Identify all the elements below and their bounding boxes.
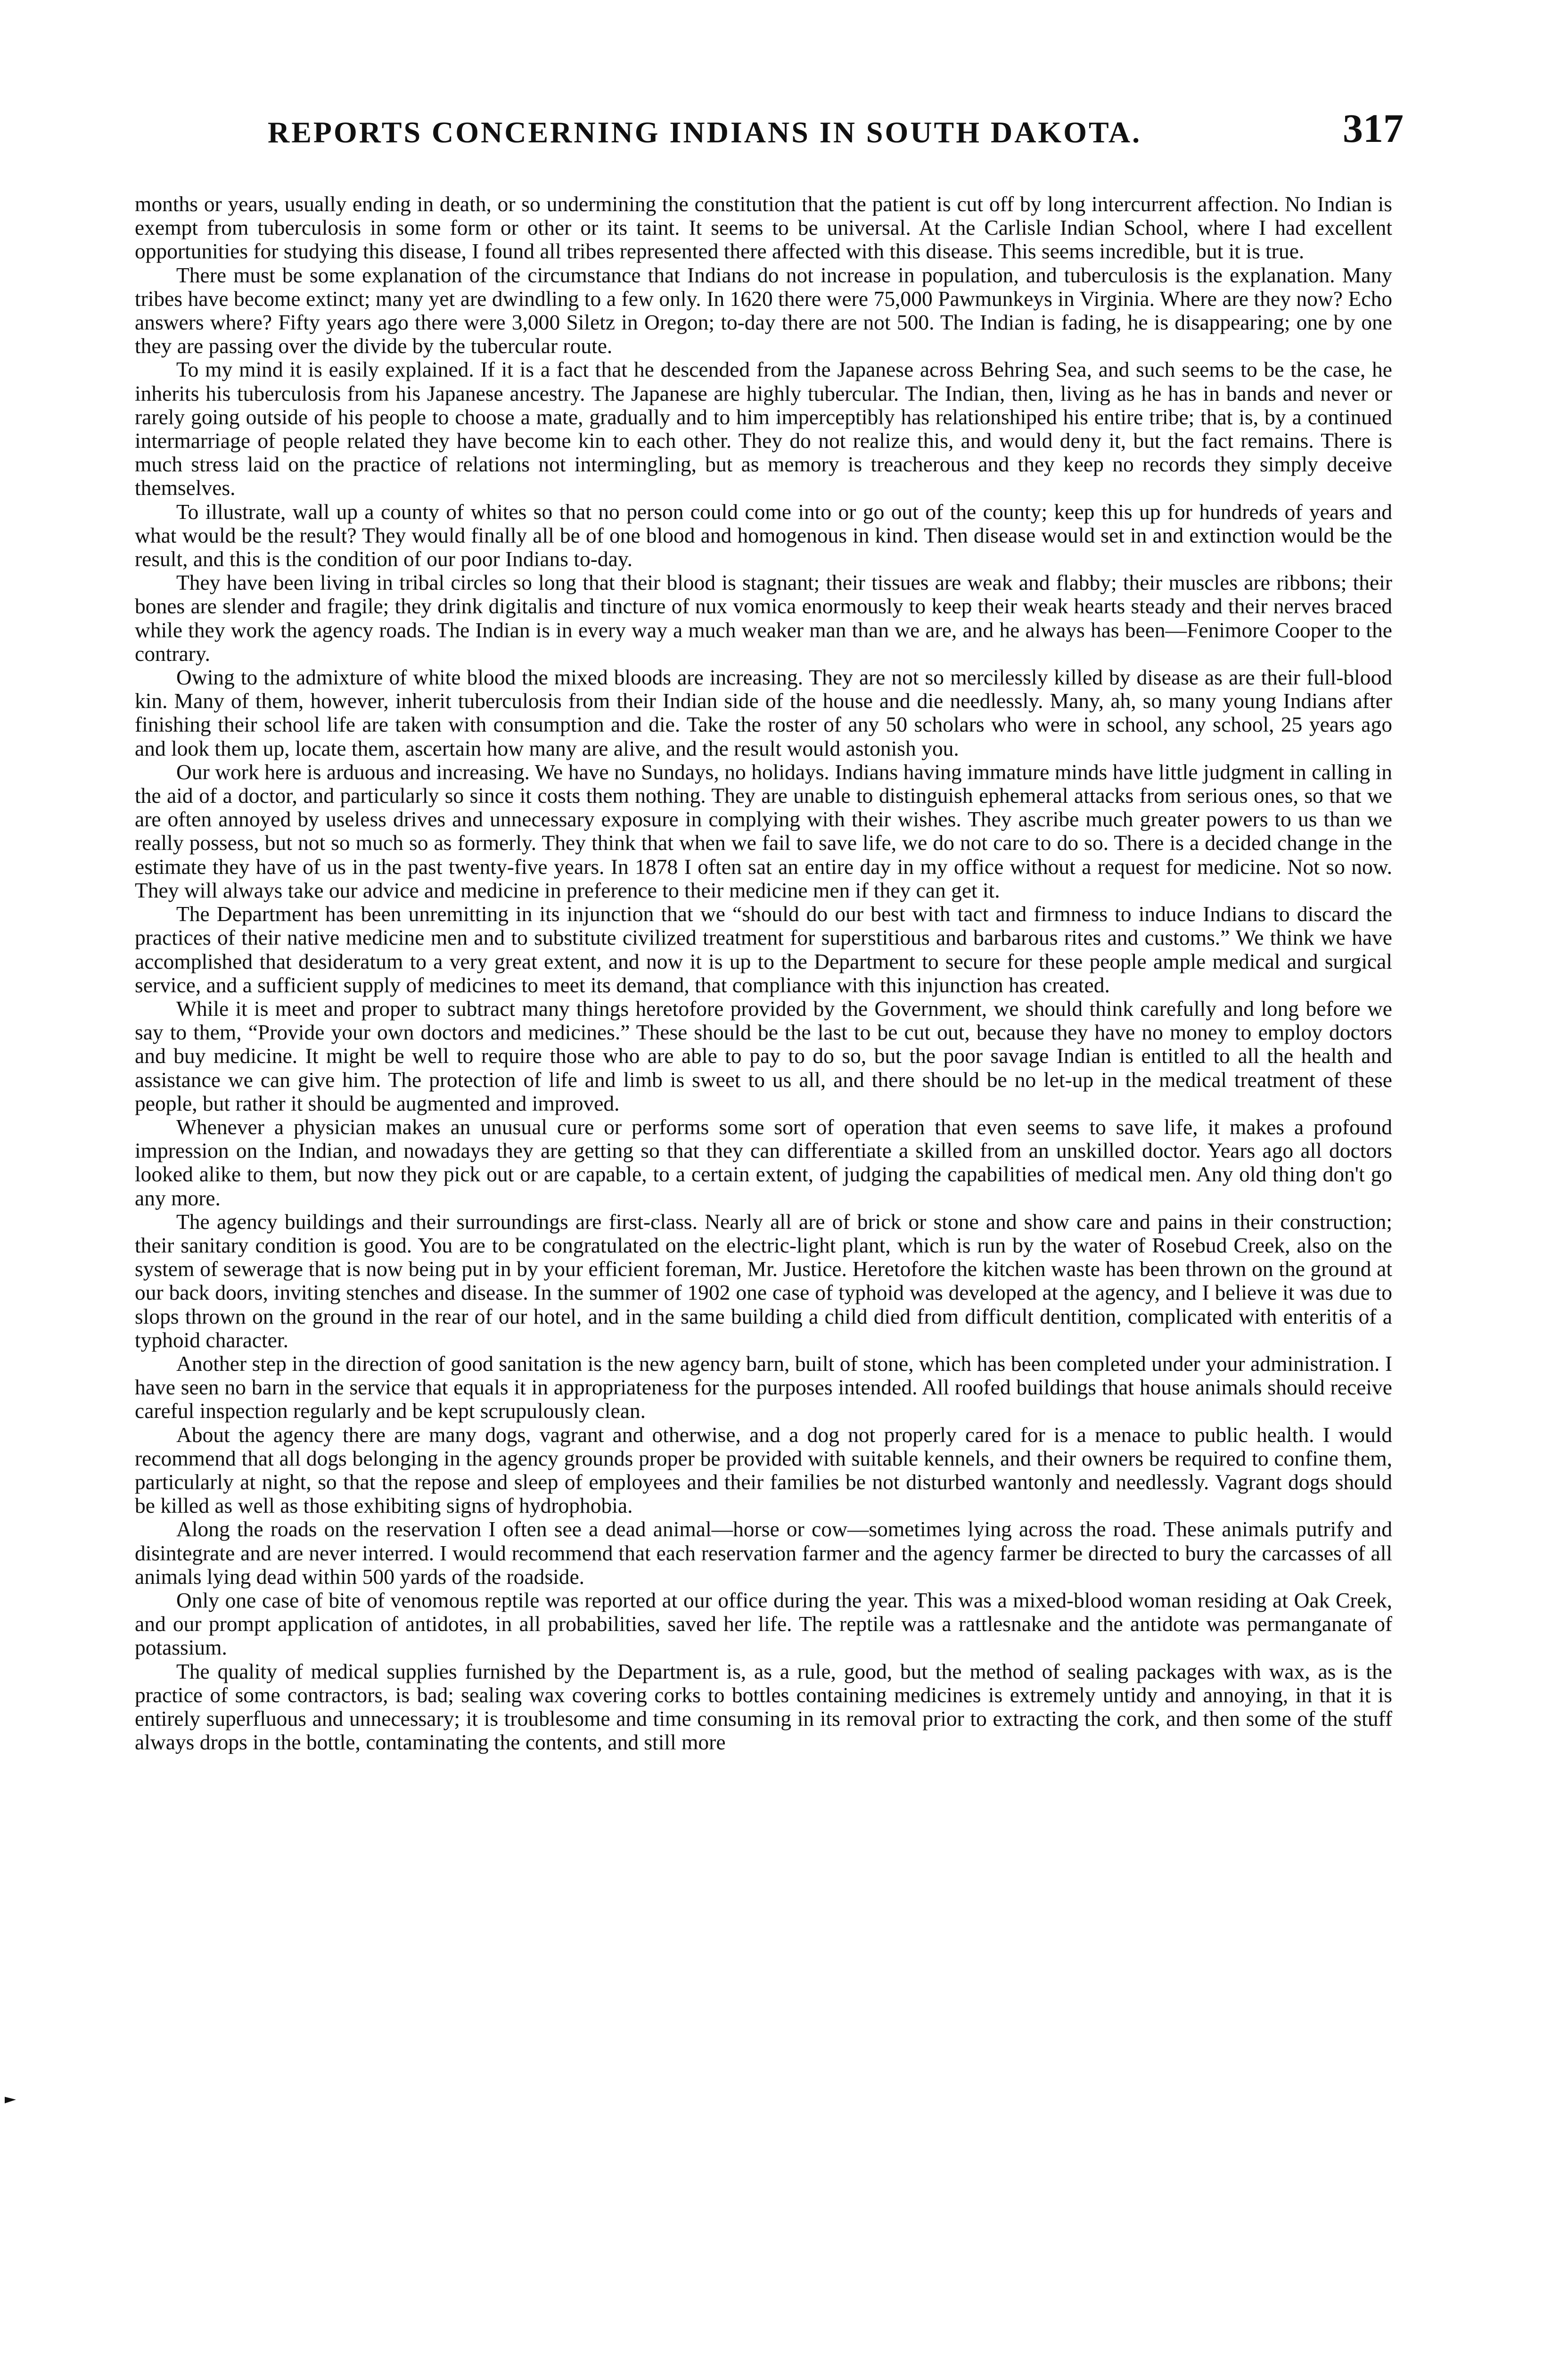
paragraph: Another step in the direction of good sanitation is the new agency barn, built of stone, which has been completed under your administration. I have seen no barn in the service that equals it in appropriateness for the purposes intended. All roofed buildings that house animals should receive careful inspection regularly and be kept scrupulously clean.	[135, 1351, 1392, 1423]
paragraph: Our work here is arduous and increasing. We have no Sundays, no holidays. Indians having immature minds have little judgment in calling in the aid of a doctor, and particularly so since it costs them nothing. They are unable to distinguish ephemeral attacks from serious ones, so that we are often annoyed by useless drives and unnecessary exposure in complying with their wishes. They ascribe much greater powers to us than we really possess, but not so much so as formerly. They think that when we fail to save life, we do not care to do so. There is a decided change in the estimate they have of us in the past twenty-five years. In 1878 I often sat an entire day in my office without a request for medicine. Not so now. They will always take our advice and medicine in preference to their medicine men if they can get it.	[135, 759, 1392, 902]
paragraph: Owing to the admixture of white blood the mixed bloods are increasing. They are not so mercilessly killed by disease as are their full-blood kin. Many of them, however, inherit tuberculosis from their Indian side of the house and die needlessly. Many, ah, so many young Indians after finishing their school life are taken with consumption and die. Take the roster of any 50 scholars who were in school, any school, 25 years ago and look them up, locate them, ascertain how many are alive, and the result would astonish you.	[135, 665, 1392, 760]
page-header	[268, 105, 1404, 161]
paragraph: While it is meet and proper to subtract many things heretofore provided by the Government, we should think carefully and long before we say to them, “Provide your own doctors and medicines.” These should be the last to be cut out, because they have no money to employ doctors and buy medicine. It might be well to require those who are able to pay to do so, but the poor savage Indian is entitled to all the health and assistance we can give him. The protection of life and limb is sweet to us all, and there should be no let-up in the medical treatment of these people, but rather it should be augmented and improved.	[135, 996, 1392, 1115]
paragraph: Only one case of bite of venomous reptile was reported at our office during the year. This was a mixed-blood woman residing at Oak Creek, and our prompt application of antidotes, in all probabilities, saved her life. The reptile was a rattlesnake and the antidote was permanganate of potassium.	[135, 1588, 1392, 1660]
paragraph: Whenever a physician makes an unusual cure or performs some sort of operation that even seems to save life, it makes a profound impression on the Indian, and nowadays they are getting so that they can differentiate a skilled from an unskilled doctor. Years ago all doctors looked alike to them, but now they pick out or are capable, to a certain extent, of judging the capabilities of medical men. Any old thing don't go any more.	[135, 1114, 1392, 1210]
paragraph: About the agency there are many dogs, vagrant and otherwise, and a dog not properly cared for is a menace to public health. I would recommend that all dogs belonging in the agency grounds proper be provided with suitable kennels, and their owners be required to confine them, particularly at night, so that the repose and sleep of employees and their families be not disturbed wantonly and needlessly. Vagrant dogs should be killed as well as those exhibiting signs of hydrophobia.	[135, 1422, 1392, 1518]
page-number: 317	[1343, 106, 1404, 151]
binding-mark-icon	[4, 2093, 22, 2106]
paragraph: They have been living in tribal circles so long that their blood is stagnant; their tissues are weak and flabby; their muscles are ribbons; their bones are slender and fragile; they drink digitalis and tincture of nux vomica enormously to keep their weak hearts steady and their nerves braced while they work the agency roads. The Indian is in every way a much weaker man than we are, and he always has been—Fenimore Cooper to the contrary.	[135, 570, 1392, 666]
paragraph: The quality of medical supplies furnished by the Department is, as a rule, good, but the method of sealing packages with wax, as is the practice of some contractors, is bad; sealing wax covering corks to bottles containing medicines is extremely untidy and annoying, in that it is entirely superfluous and unnecessary; it is troublesome and time consuming in its removal prior to extracting the cork, and then some of the stuff always drops in the bottle, contaminating the contents, and still more	[135, 1659, 1392, 1755]
paragraph: Along the roads on the reservation I often see a dead animal—horse or cow—sometimes lying across the road. These animals putrify and disintegrate and are never interred. I would recommend that each reservation farmer and the agency farmer be directed to bury the carcasses of all animals lying dead within 500 yards of the roadside.	[135, 1517, 1392, 1589]
paragraph: There must be some explanation of the circumstance that Indians do not increase in population, and tuberculosis is the explanation. Many tribes have become extinct; many yet are dwindling to a few only. In 1620 there were 75,000 Pawmunkeys in Virginia. Where are they now? Echo answers where? Fifty years ago there were 3,000 Siletz in Oregon; to-day there are not 500. The Indian is fading, he is disappearing; one by one they are passing over the divide by the tubercular route.	[135, 263, 1392, 358]
paragraph: To illustrate, wall up a county of whites so that no person could come into or go out of the county; keep this up for hundreds of years and what would be the result? They would finally all be of one blood and homogenous in kind. Then disease would set in and extinction would be the result, and this is the condition of our poor Indians to-day.	[135, 499, 1392, 571]
running-head: REPORTS CONCERNING INDIANS IN SOUTH DAKOTA.	[268, 115, 1142, 149]
paragraph: To my mind it is easily explained. If it is a fact that he descended from the Japanese across Behring Sea, and such seems to be the case, he inherits his tuberculosis from his Japanese ancestry. The Japanese are highly tubercular. The Indian, then, living as he has in bands and never or rarely going outside of his people to choose a mate, gradually and to him imperceptibly has relationshiped his entire tribe; that is, by a continued intermarriage of people related they have become kin to each other. They do not realize this, and would deny it, but the fact remains. There is much stress laid on the practice of relations not intermingling, but as memory is treacherous and they keep no records they simply deceive themselves.	[135, 357, 1392, 500]
paragraph: The agency buildings and their surroundings are first-class. Nearly all are of brick or stone and show care and pains in their construction; their sanitary condition is good. You are to be congratulated on the electric-light plant, which is run by the water of Rosebud Creek, also on the system of sewerage that is now being put in by your efficient foreman, Mr. Justice. Heretofore the kitchen waste has been thrown on the ground at our back doors, inviting stenches and disease. In the summer of 1902 one case of typhoid was developed at the agency, and I believe it was due to slops thrown on the ground in the rear of our hotel, and in the same building a child died from difficult dentition, complicated with enteritis of a typhoid character.	[135, 1209, 1392, 1352]
body-text	[135, 192, 1392, 1754]
paragraph: The Department has been unremitting in its injunction that we “should do our best with tact and firmness to induce Indians to discard the practices of their native medicine men and to substitute civilized treatment for superstitious and barbarous rites and customs.” We think we have accomplished that desideratum to a very great extent, and now it is up to the Department to secure for these people ample medical and surgical service, and a sufficient supply of medicines to meet its demand, that compliance with this injunction has created.	[135, 902, 1392, 997]
paragraph: months or years, usually ending in death, or so undermining the constitution that the patient is cut off by long intercurrent affection. No Indian is exempt from tuberculosis in some form or other or its taint. It seems to be universal. At the Carlisle Indian School, where I had excellent opportunities for studying this disease, I found all tribes represented there affected with this disease. This seems incredible, but it is true.	[135, 192, 1392, 264]
